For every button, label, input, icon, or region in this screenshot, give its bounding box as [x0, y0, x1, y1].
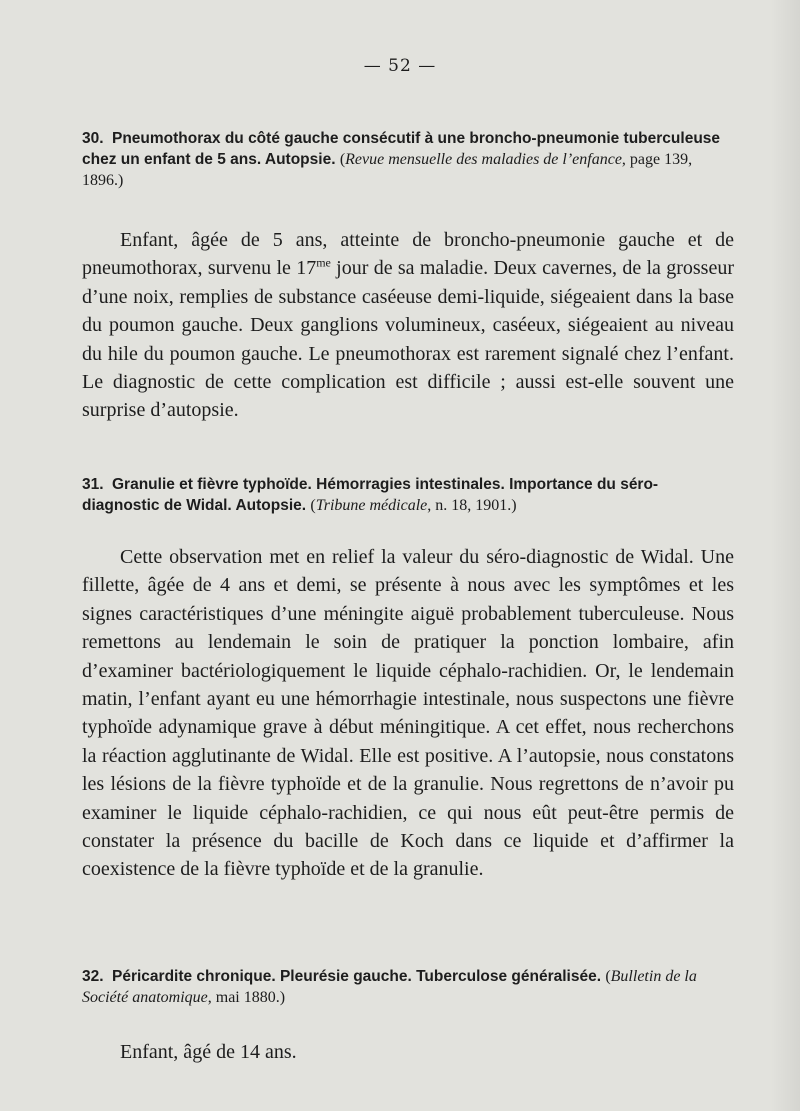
source-journal: Tribune médicale	[315, 497, 428, 514]
entry-source: (Revue mensuelle des maladies de l’enfance, page 139, 1896.)	[82, 151, 693, 189]
entry-number: 31.	[82, 476, 104, 493]
entry-number: 30.	[82, 130, 104, 147]
entry-source: (Tribune médicale, n. 18, 1901.)	[310, 497, 517, 514]
entry-number: 32.	[82, 968, 104, 985]
body-text: Enfant, âgé de 14 ans.	[120, 1041, 297, 1063]
source-journal: Bulletin de la Société anatomique	[82, 968, 697, 1006]
body-text: Cette observation met en relief la valeur du séro-diagnostic de Widal. Une fillette, âgée de 4 ans et demi, se présente à nous avec les symptômes et les signes caractéristiques d’une méningite aiguë probablement tuberculeuse. Nous remettons au lendemain le soin de pratiquer la ponction lombaire, afin d’examiner bactériologiquement le liquide céphalo-rachidien. Or, le lendemain matin, l’enfant ayant eu une hémorrhagie intestinale, nous suspectons une fièvre typhoïde adynamique grave à début méningitique. A cet effet, nous recherchons la réaction agglutinante de Widal. Elle est positive. A l’autopsie, nous constatons les lésions de la fièvre typhoïde et de la granulie. Nous regrettons de n’avoir pu examiner le liquide céphalo-rachidien, ce qui nous eût peut-être permis de constater la présence du bacille de Koch dans ce liquide et d’affirmer la coexistence de la fièvre typhoïde et de la granulie.	[82, 546, 734, 881]
body-text: jour de sa maladie. Deux cavernes, de la grosseur d’une noix, remplies de substance caséeuse demi-liquide, siégeaient dans la base du poumon gauche. Deux ganglions volumineux, caséeux, siégeaient au niveau du hile du poumon gauche. Le pneumothorax est rarement signalé chez l’enfant. Le diagnostic de cette complication est difficile ; aussi est-elle souvent une surprise d’autopsie.	[82, 257, 735, 422]
entry-title: Pneumothorax du côté gauche consécutif à une broncho-pneumonie tuberculeuse chez un enfant de 5 ans. Autopsie.	[82, 130, 721, 168]
entry-source: (Bulletin de la Société anatomique, mai 1880.)	[82, 968, 697, 1006]
reference-30	[82, 128, 732, 191]
entry-32-body	[82, 1038, 734, 1066]
entry-title: Granulie et fièvre typhoïde. Hémorragies intestinales. Importance du séro-diagnostic de Widal. Autopsie.	[82, 476, 659, 514]
reference-32	[82, 966, 732, 1008]
page-number: — 52 —	[363, 56, 437, 76]
source-journal: Revue mensuelle des maladies de l’enfance	[345, 151, 622, 168]
entry-title: Péricardite chronique. Pleurésie gauche. Tuberculose généralisée.	[112, 968, 602, 985]
body-text: Enfant, âgée de 5 ans, atteinte de broncho-pneumonie gauche et de pneumothorax, survenu le 17	[82, 229, 734, 280]
entry-30-body	[82, 226, 734, 425]
entry-31-body	[82, 543, 734, 884]
reference-31	[82, 474, 732, 516]
superscript: me	[316, 255, 331, 270]
